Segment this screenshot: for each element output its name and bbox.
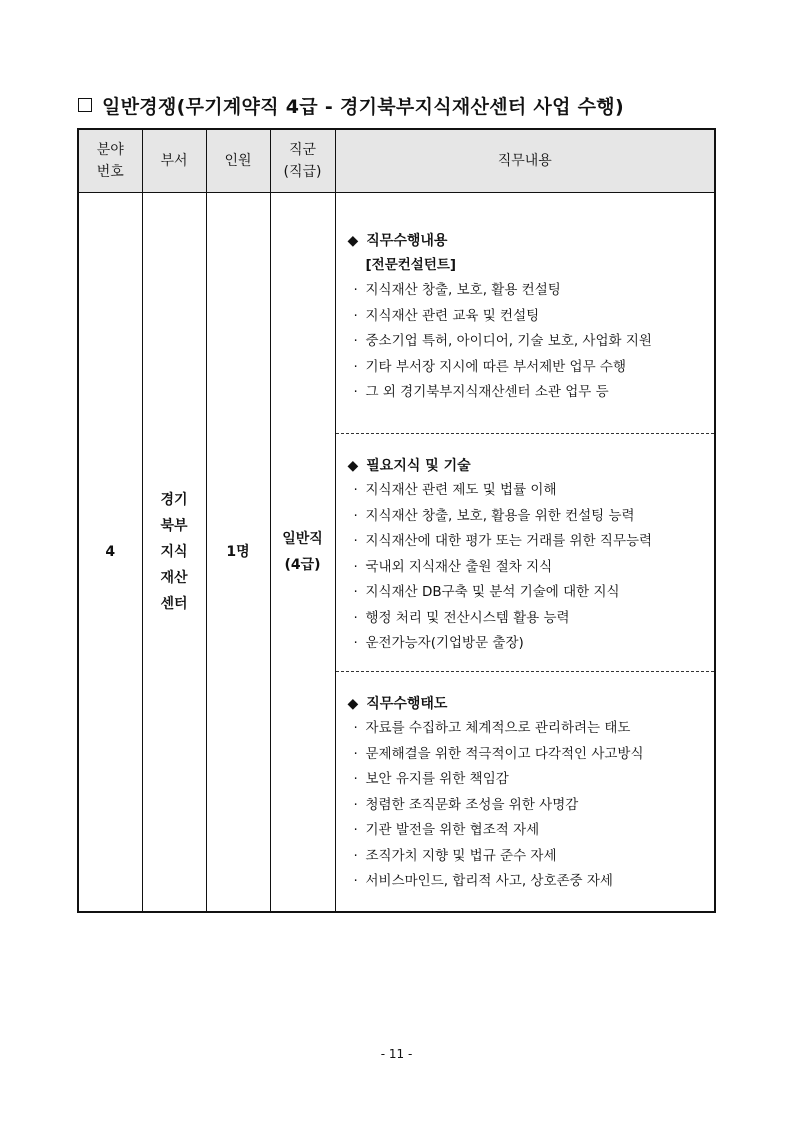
section-title: 직무수행태도	[366, 696, 448, 712]
diamond-bullet-icon: ◆	[347, 458, 359, 474]
duty-section-skills	[336, 433, 715, 671]
list-item: · 지식재산 관련 제도 및 법률 이해	[353, 482, 557, 498]
checkbox-square-icon	[78, 98, 92, 112]
cell-headcount: 1명	[206, 193, 270, 913]
cell-field-no: 4	[78, 193, 142, 913]
job-table	[77, 128, 716, 913]
list-item: · 보안 유지를 위한 책임감	[353, 771, 509, 787]
list-item: · 행정 처리 및 전산시스템 활용 능력	[353, 609, 570, 626]
list-item: · 기관 발전을 위한 협조적 자세	[353, 822, 540, 838]
list-item: · 그 외 경기북부지식재산센터 소관 업무 등	[353, 384, 609, 400]
header-field-no: 분야 번호	[78, 129, 142, 193]
cell-duties	[335, 193, 715, 913]
section-title: 필요지식 및 기술	[366, 458, 471, 474]
list-item: · 기타 부서장 지시에 따른 부서제반 업무 수행	[353, 358, 626, 375]
table-row	[78, 193, 715, 913]
section-title: 직무수행내용	[366, 233, 448, 249]
section-heading-text: 일반경쟁(무기계약직 4급 - 경기북부지식재산센터 사업 수행)	[102, 96, 624, 118]
list-item: · 지식재산 창출, 보호, 활용 컨설팅	[353, 282, 561, 298]
header-dept: 부서	[142, 129, 206, 193]
list-item: · 국내외 지식재산 출원 절차 지식	[353, 558, 553, 575]
list-item: · 운전가능자(기업방문 출장)	[353, 635, 524, 651]
header-rank: 직군 (직급)	[270, 129, 335, 193]
header-duties: 직무내용	[335, 129, 715, 193]
duty-section-attitude	[336, 671, 715, 911]
list-item: · 서비스마인드, 합리적 사고, 상호존중 자세	[353, 873, 613, 889]
list-item: · 지식재산 관련 교육 및 컨설팅	[353, 307, 540, 324]
diamond-bullet-icon: ◆	[347, 696, 359, 712]
duty-section-tasks	[336, 193, 715, 433]
list-item: · 지식재산에 대한 평가 또는 거래를 위한 직무능력	[353, 533, 653, 549]
list-item: · 문제해결을 위한 적극적이고 다각적인 사고방식	[353, 745, 644, 762]
list-item: · 조직가치 지향 및 법규 준수 자세	[353, 847, 557, 864]
page-number: - 11 -	[380, 1047, 413, 1061]
section-subtitle: [전문컨설턴트]	[365, 257, 457, 273]
list-item: · 지식재산 DB구축 및 분석 기술에 대한 지식	[353, 584, 620, 600]
diamond-bullet-icon: ◆	[347, 233, 359, 249]
list-item: · 지식재산 창출, 보호, 활용을 위한 컨설팅 능력	[353, 507, 635, 524]
section-heading	[78, 92, 624, 119]
list-item: · 청렴한 조직문화 조성을 위한 사명감	[353, 796, 579, 813]
list-item: · 자료를 수집하고 체계적으로 관리하려는 태도	[353, 720, 631, 736]
cell-rank: 일반직 (4급)	[270, 193, 335, 913]
list-item: · 중소기업 특허, 아이디어, 기술 보호, 사업화 지원	[353, 333, 652, 349]
header-headcount: 인원	[206, 129, 270, 193]
cell-dept: 경기 북부 지식 재산 센터	[142, 193, 206, 913]
table-header-row	[78, 129, 715, 193]
